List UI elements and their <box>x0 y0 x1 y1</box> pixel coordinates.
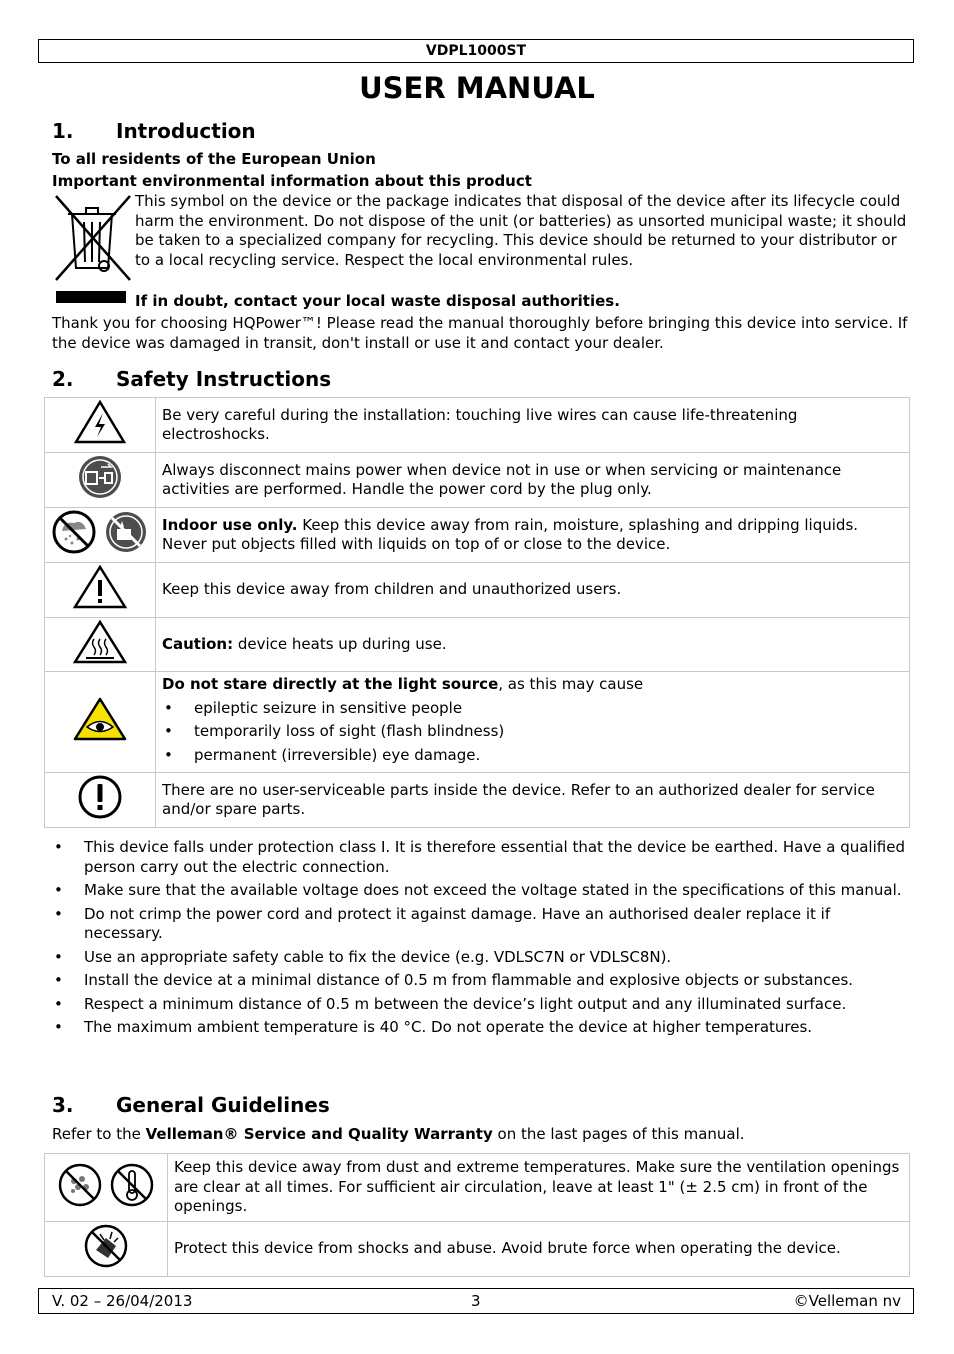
list-item: • Use an appropriate safety cable to fix the device (e.g. VDLSC7N or VDLSC8N). <box>52 948 912 968</box>
list-item: • Install the device at a minimal distance of 0.5 m from flammable and explosive objects or substances. <box>52 971 912 991</box>
safety-row: Always disconnect mains power when device not in use or when servicing or maintenance activities are performed. Handle the power cord by the plug only. <box>45 453 910 508</box>
indoor-use-only-icon <box>45 508 156 563</box>
safety-table <box>44 397 910 828</box>
safety-row: Be very careful during the installation: touching live wires can cause life-threatening electroshocks. <box>45 398 910 453</box>
no-dust-no-temperature-icon <box>45 1154 168 1222</box>
safety-row: Keep this device away from children and unauthorized users. <box>45 563 910 618</box>
eu-line: To all residents of the European Union <box>52 150 376 168</box>
list-item: • Do not crimp the power cord and protect it against damage. Have an authorised dealer replace it if necessary. <box>52 905 912 944</box>
list-item: • epileptic seizure in sensitive people <box>162 699 903 719</box>
footer-page-number: 3 <box>471 1292 481 1310</box>
disconnect-mains-icon <box>45 453 156 508</box>
exclamation-circle-icon <box>45 773 156 828</box>
safety-row: There are no user-serviceable parts inside the device. Refer to an authorized dealer for service and/or spare parts. <box>45 773 910 828</box>
section-heading-general: 3. General Guidelines <box>52 1093 330 1117</box>
list-item: • Respect a minimum distance of 0.5 m between the device’s light output and any illuminated surface. <box>52 995 912 1015</box>
footer-version: V. 02 – 26/04/2013 <box>52 1292 193 1310</box>
eye-warning-icon <box>45 672 156 773</box>
safety-row: Indoor use only. Keep this device away from rain, moisture, splashing and dripping liquids. Never put objects filled with liquids on top of or close to the device. <box>45 508 910 563</box>
weee-bin-icon <box>52 192 132 304</box>
env-line: Important environmental information about this product <box>52 172 532 190</box>
document-header <box>38 39 914 63</box>
list-item: • temporarily loss of sight (flash blindness) <box>162 722 903 742</box>
general-warning-icon <box>45 563 156 618</box>
thanks-paragraph: Thank you for choosing HQPower™! Please read the manual thoroughly before bringing this device into service. If the device was damaged in transit, don't install or use it and contact your dealer. <box>52 314 908 352</box>
section-heading-safety: 2. Safety Instructions <box>52 367 332 391</box>
document-footer <box>38 1288 914 1314</box>
guidelines-table <box>44 1153 910 1277</box>
safety-row: Do not stare directly at the light source, as this may cause • epileptic seizure in sensitive people • temporarily loss of sight (flash blindness) • permanent (irreversible) eye damage. <box>45 672 910 773</box>
model-number: VDPL1000ST <box>425 43 527 59</box>
guideline-row: Keep this device away from dust and extreme temperatures. Make sure the ventilation openings are clear at all times. For sufficient air circulation, leave at least 1" (± 2.5 cm) in front of the openings. <box>45 1154 910 1222</box>
footer-copyright: ©Velleman nv <box>793 1292 901 1310</box>
hot-surface-icon <box>45 618 156 672</box>
electric-shock-warning-icon <box>45 398 156 453</box>
list-item: • This device falls under protection class I. It is therefore essential that the device be earthed. Have a qualified person carry out the electric connection. <box>52 838 912 877</box>
doubt-line: If in doubt, contact your local waste disposal authorities. <box>135 292 620 310</box>
list-item: • The maximum ambient temperature is 40 °C. Do not operate the device at higher temperatures. <box>52 1018 912 1038</box>
list-item: • permanent (irreversible) eye damage. <box>162 746 903 766</box>
safety-bullets <box>52 838 912 1042</box>
light-hazard-list <box>162 699 903 766</box>
warranty-reference: Refer to the Velleman® Service and Quality Warranty on the last pages of this manual. <box>52 1125 745 1143</box>
no-shock-icon <box>45 1222 168 1277</box>
guideline-row: Protect this device from shocks and abuse. Avoid brute force when operating the device. <box>45 1222 910 1277</box>
list-item: • Make sure that the available voltage does not exceed the voltage stated in the specifications of this manual. <box>52 881 912 901</box>
section-heading-introduction: 1. Introduction <box>52 119 256 143</box>
page-title: USER MANUAL <box>359 71 595 105</box>
weee-text: This symbol on the device or the package indicates that disposal of the device after its lifecycle could harm the environment. Do not dispose of the unit (or batteries) as unsorted municipal waste; it should be taken to a specialized company for recycling. This device should be returned to your distributor or to a local recycling service. Respect the local environmental rules. <box>135 192 907 269</box>
safety-row: Caution: device heats up during use. <box>45 618 910 672</box>
